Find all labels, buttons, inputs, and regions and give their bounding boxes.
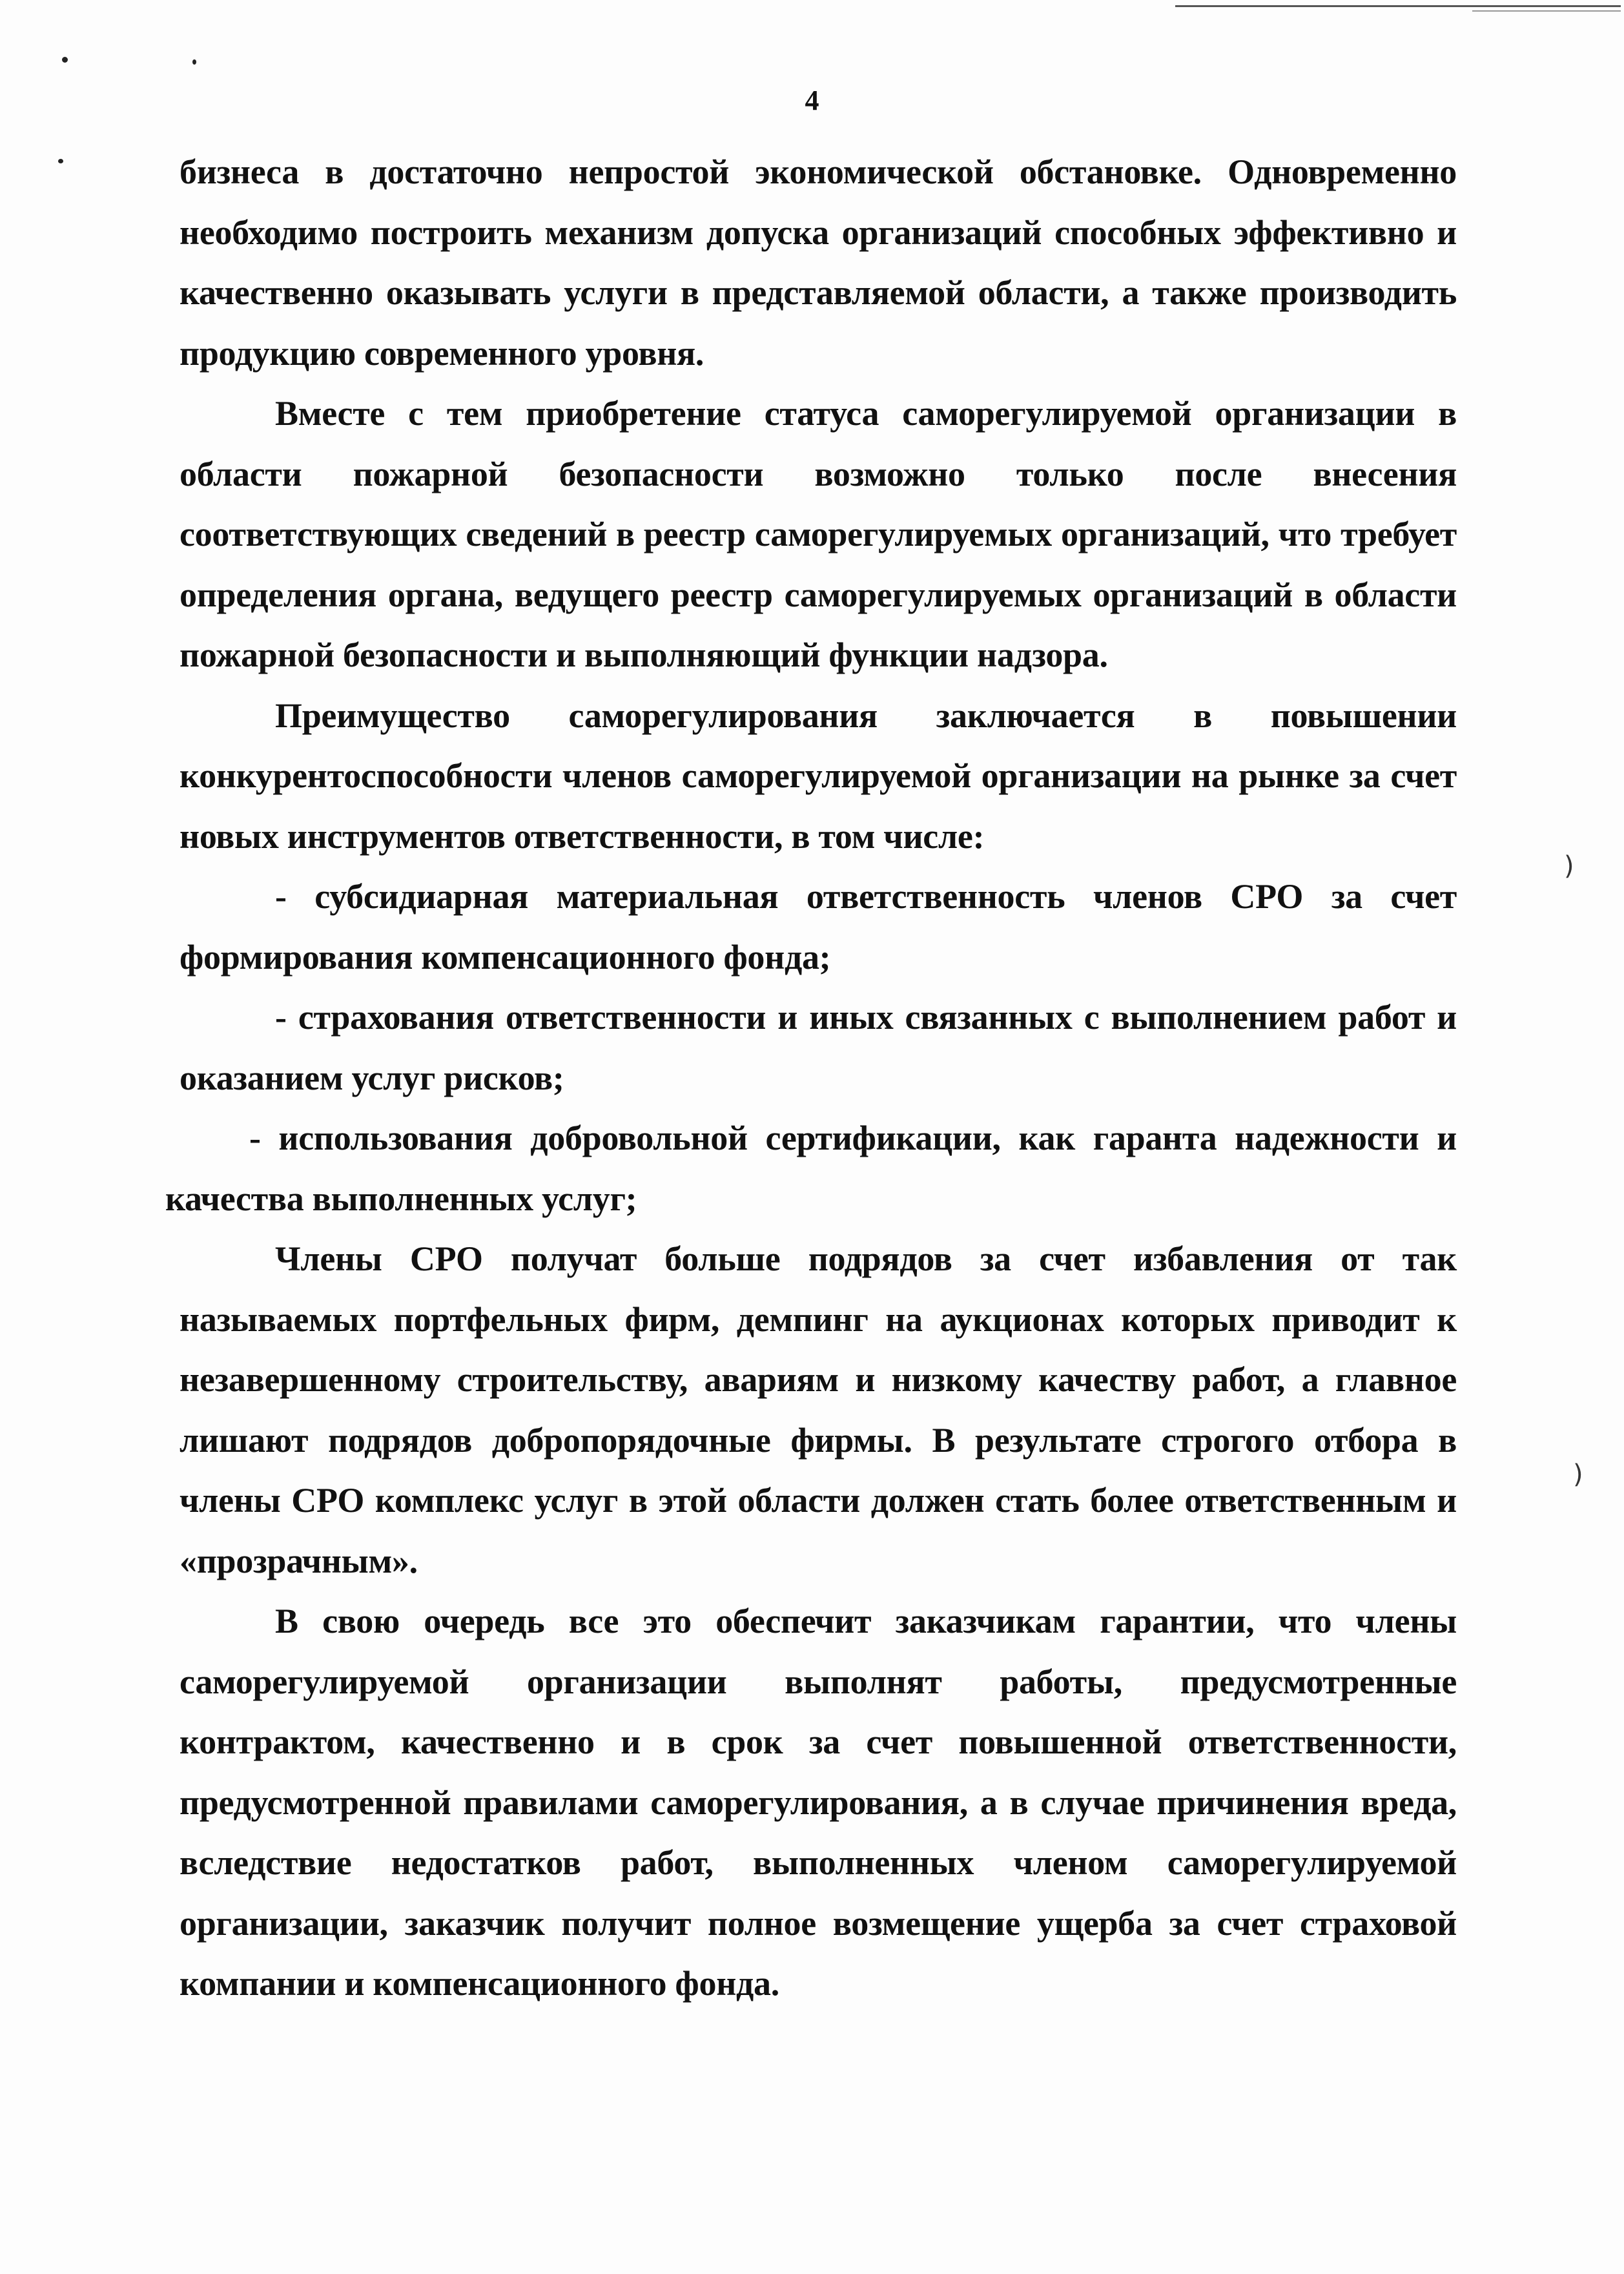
list-item-subsidiary-liability: - субсидиарная материальная ответственность членов СРО за счет формирования компенсационного фонда; <box>180 877 1457 977</box>
scan-edge-line <box>1175 5 1621 7</box>
paragraph-sro-members: Члены СРО получат больше подрядов за счет избавления от так называемых портфельных фирм, демпинг на аукционах которых приводит к незавершенному строительству, авариям и низкому качеству работ, а главное лишают подрядов добропорядочные фирмы. В результате строгого отбора в члены СРО комплекс услуг в этой области должен стать более ответственным и «прозрачным». <box>180 1239 1457 1580</box>
paragraph-customer-guarantees: В свою очередь все это обеспечит заказчикам гарантии, что члены саморегулируемой организации выполнят работы, предусмотренные контрактом, качественно и в срок за счет повышенной ответственности, предусмотренной правилами саморегулирования, а в случае причинения вреда, вследствие недостатков работ, выполненных членом саморегулируемой организации, заказчик получит полное возмещение ущерба за счет страховой компании и компенсационного фонда. <box>180 1602 1457 2003</box>
page-number: 4 <box>805 85 819 116</box>
paragraph-continuation: бизнеса в достаточно непростой экономической обстановке. Одновременно необходимо построить механизм допуска организаций способных эффективно и качественно оказывать услуги в представляемой области, а также производить продукцию современного уровня. <box>180 152 1457 373</box>
margin-mark: ) <box>1573 1460 1583 1489</box>
scan-speck <box>192 59 196 65</box>
list-item-certification: - использования добровольной сертификации, как гаранта надежности и качества выполненных услуг; <box>165 1119 1457 1218</box>
margin-mark: ) <box>1564 851 1574 881</box>
list-item-insurance: - страхования ответственности и иных связанных с выполнением работ и оказанием услуг рисков; <box>180 998 1457 1097</box>
scan-edge-line-secondary <box>1472 10 1621 12</box>
paragraph-advantages: Преимущество саморегулирования заключается в повышении конкурентоспособности членов саморегулируемой организации на рынке за счет новых инструментов ответственности, в том числе: <box>180 696 1457 856</box>
document-body <box>165 142 1457 2014</box>
scan-speck <box>62 57 68 63</box>
paragraph-sro-status: Вместе с тем приобретение статуса саморегулируемой организации в области пожарной безопасности возможно только после внесения соответствующих сведений в реестр саморегулируемых организаций, что требует определения органа, ведущего реестр саморегулируемых организаций в области пожарной безопасности и выполняющий функции надзора. <box>180 394 1457 674</box>
scan-speck <box>58 159 63 163</box>
